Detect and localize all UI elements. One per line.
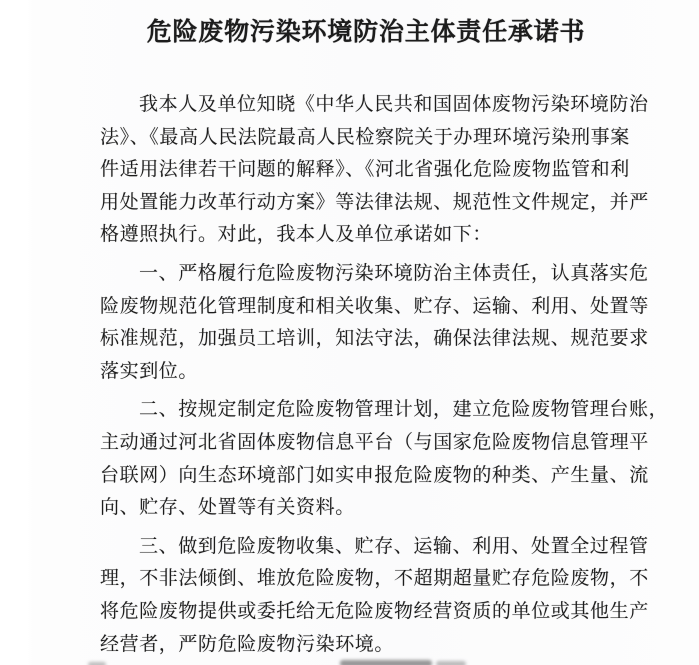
text-line: 二、按规定制定危险废物管理计划，建立危险废物管理台账， xyxy=(139,399,669,421)
document-title: 危险废物污染环境防治主体责任承诺书 xyxy=(146,19,586,46)
text-line: 格遵照执行。对此，我本人及单位承诺如下： xyxy=(100,224,493,246)
document-body xyxy=(0,89,699,661)
text-line: 将危险废物提供或委托给无危险废物经营资质的单位或其他生产 xyxy=(100,600,649,622)
scan-cutoff-text-artifact xyxy=(340,660,432,665)
text-line: 落实到位。 xyxy=(100,360,199,382)
text-line: 用处置能力改革行动方案》等法律法规、规范性文件规定，并严 xyxy=(100,191,649,213)
scan-cutoff-text-artifact xyxy=(436,661,466,665)
paragraph xyxy=(100,258,699,388)
text-line: 理，不非法倾倒、堆放危险废物，不超期超量贮存危险废物，不 xyxy=(100,568,649,590)
text-line: 台联网）向生态环境部门如实申报危险废物的种类、产生量、流 xyxy=(100,464,649,486)
text-line: 标准规范，加强员工培训，知法守法，确保法律法规、规范要求 xyxy=(100,328,649,350)
text-line: 一、严格履行危险废物污染环境防治主体责任，认真落实危 xyxy=(139,262,649,284)
text-line: 法》、《最高人民法院最高人民检察院关于办理环境污染刑事案 xyxy=(100,126,630,148)
paragraph xyxy=(100,89,699,252)
text-line: 三、做到危险废物收集、贮存、运输、利用、处置全过程管 xyxy=(139,535,649,557)
text-line: 我本人及单位知晓《中华人民共和国固体废物污染环境防治 xyxy=(139,94,649,115)
text-line: 险废物规范化管理制度和相关收集、贮存、运输、利用、处置等 xyxy=(100,295,649,317)
text-line: 件适用法律若干问题的解释》、《河北省强化危险废物监管和利 xyxy=(100,159,630,181)
text-line: 经营者，严防危险废物污染环境。 xyxy=(100,633,395,655)
text-line: 向、贮存、处置等有关资料。 xyxy=(100,497,355,519)
paragraph xyxy=(100,531,699,661)
paragraph xyxy=(100,394,699,524)
text-line: 主动通过河北省固体废物信息平台（与国家危险废物信息管理平 xyxy=(100,431,649,453)
